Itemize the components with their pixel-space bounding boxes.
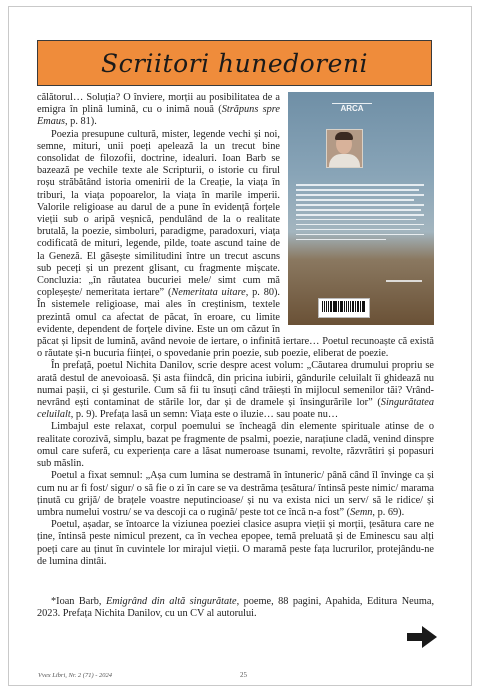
paragraph-3: În prefață, poetul Nichita Danilov, scrie despre acest volum: „Căutarea drumului propriu se arată destul de anevoioasă. Și asta fiindcă, din pricina iubirii, gândurile celuilalt îi ghidează nu numai pașii, ci și gesturile. Cum să fii tu însuți când trăiești în mijlocul semenilor tăi? Vrând-nevrând ești contaminat de stările lor, dar și de dramele și însingurările lor” (Singurătatea celuilalt, p. 9). Prefața lasă un semn: Viața este o iluzie… sau poate nu…	[37, 360, 434, 421]
paragraph-4: Limbajul este relaxat, corpul poemului se încheagă din elemente spirituale atinse de o realitate corozivă, simplu, bazat pe fragmente de psalmi, poezie, narațiune cladă, venind dinspre omul care suferă, cu experiența care a lăsat numeroase tsunami, revolte, răzvrătiri și popasuri sub măslin.	[37, 421, 434, 470]
author-photo	[326, 129, 363, 168]
page-footer	[8, 670, 472, 684]
book-cover-figure	[288, 92, 434, 329]
section-banner	[37, 40, 432, 86]
section-title: Scriitori hunedoreni	[100, 48, 369, 78]
publisher-logo: ARCA	[332, 103, 372, 115]
paragraph-2: Poezia presupune cultură, mister, legende vechi și noi, semne, mituri, unii poeți apelează la un trecut bine consolidat de filozofii, doctrine, idealuri. Ioan Barb se bazează pe vechile texte ale Scripturii, o istorie cu firul roșu străbătând istoria omenirii de la Creație, la viața în triburi, la viața popoarelor, la viața în marile imperii. Valorile religioase au darul de a pune în evidență forțele vieții sub o aripă veșnică, pendulând de la o realitate brutală, la poezie, simboluri, paradigme, paradoxuri, viața codificată de mituri, legende, pilde, toate ascund taine de la Geneză. El găsește similitudini între un trecut ascuns sub peceți și un prezent glisant, cu fragmente mișcate. Concluzia: „în răutatea bucuriei mele/ simt cum mă copleșește/ nemeritata iertare” (Nemeritata uitare, p. 80). În sistemele religioase, mai ales în creștinism, textele prezintă omul ca afectat de păcat, în eroare, cu limite evidente, dependent de forțele divine. Este un om căzut în păcat și lipsit de lumină, având nevoie de iertare, o infinită iertare… Poetul recunoaște că există o răutate și-n bucuria ființei, o spovedanie prin poezie, sub poezie, eliberat de poezie.	[37, 128, 434, 360]
paragraph-1: călătorul… Soluția? O înviere, morții au posibilitatea de a emigra în plină lumină, cu o inimă nouă (Străpuns spre Emaus, p. 81).	[37, 92, 280, 128]
article-body	[37, 92, 434, 568]
book-back-cover	[288, 92, 434, 325]
footnote: *Ioan Barb, Emigrând din altă singurătate, poeme, 88 pagini, Apahida, Editura Neuma, 2023. Prefața Nichita Danilov, cu un CV al autorului.	[37, 596, 435, 620]
isbn-barcode	[318, 298, 370, 318]
paragraph-6: Poetul, așadar, se întoarce la viziunea poeziei clasice asupra vieții și morții, țesătura care ne ține, întinsă peste nimicul prezent, ca în vechea epopee, temă preluată și de Eminescu sau alți poeți care au ținut în cuvintele lor mirajul vieții. O maramă peste fața lucrurilor, protejându-ne de lumina dintâi.	[37, 519, 434, 567]
cover-blurb-text	[296, 184, 424, 244]
right-arrow-icon[interactable]	[407, 626, 437, 648]
page-number: 25	[240, 671, 247, 679]
cover-author-signature	[386, 280, 422, 282]
paragraph-5: Poetul a fixat semnul: „Așa cum lumina se destramă în întuneric/ până când îl învinge ca și cum nu ar fi fost/ sigur/ o să fie o zi în care se va destrăma țesătura/ întinsă peste nimic/ marama ținută cu grijă/ de brațele voastre neputincioase/ și nu va exista nici un serv/ să le ridice/ și umbra numelui vostru/ se va descoji ca o rugină/ peste tot ce încă n-a fost” (Semn, p. 69).	[37, 470, 434, 518]
journal-issue: Vvex Libri, Nr. 2 (71) - 2024	[38, 672, 113, 679]
